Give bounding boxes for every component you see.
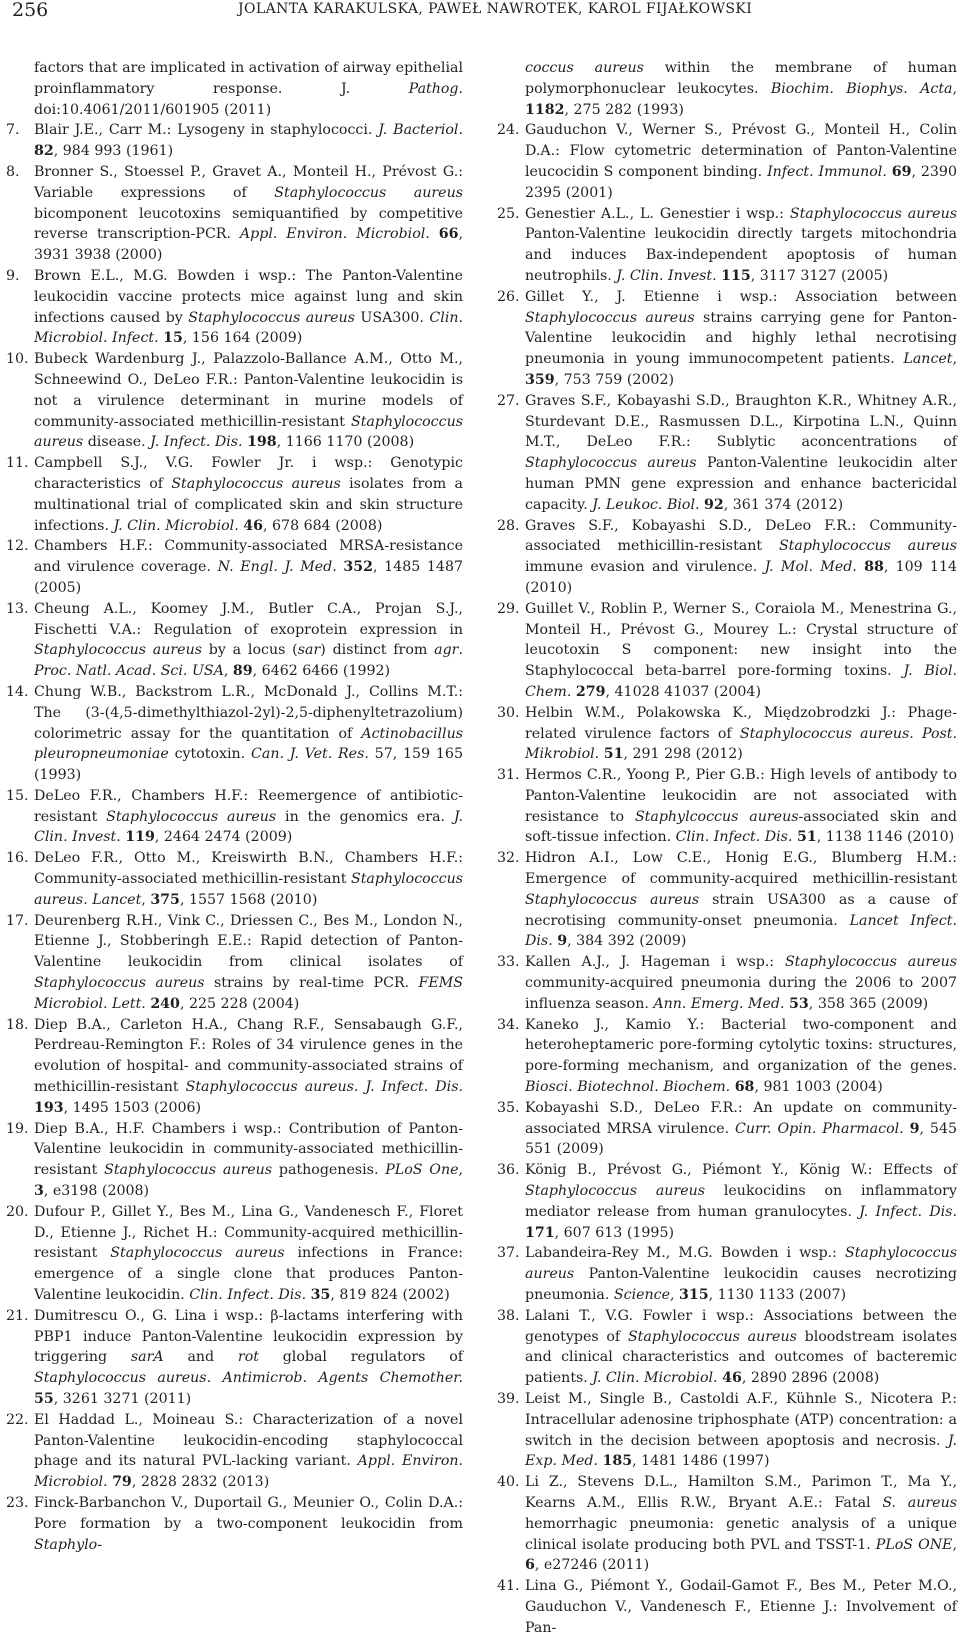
reference-text: Hidron A.I., Low C.E., Honig E.G., Blumberg H.M.: Emergence of community-acquired methicillin-resistant Staphylococcus aureus strain USA300 as a cause of necrotising community-onset pneumonia. Lancet Infect. Dis. 9, 384 392 (2009) bbox=[525, 850, 957, 950]
reference-text: DeLeo F.R., Otto M., Kreiswirth B.N., Chambers H.F.: Community-associated methicillin-resistant Staphylococcus aureus. Lancet, 375, 1557 1568 (2010) bbox=[34, 850, 463, 908]
reference-entry bbox=[497, 848, 957, 952]
reference-number: 19. bbox=[6, 1120, 29, 1137]
reference-number: 26. bbox=[497, 288, 520, 305]
reference-number: 25. bbox=[497, 205, 520, 222]
reference-text: Chambers H.F.: Community-associated MRSA-resistance and virulence coverage. N. Engl. J. Med. 352, 1485 1487 (2005) bbox=[34, 538, 464, 596]
reference-entry bbox=[497, 287, 957, 391]
reference-text: Lalani T., V.G. Fowler i wsp.: Associations between the genotypes of Staphylococcus aureus bloodstream isolates and clinical characteristics and outcomes of bacteremic patients. J. Clin. Microbiol. 46, 2890 2896 (2008) bbox=[525, 1307, 957, 1387]
reference-text: Kallen A.J., J. Hageman i wsp.: Staphylococcus aureus community-acquired pneumonia during the 2006 to 2007 influenza season. Ann. Emerg. Med. 53, 358 365 (2009) bbox=[525, 954, 957, 1012]
reference-number: 12. bbox=[6, 538, 29, 555]
reference-text: Bubeck Wardenburg J., Palazzolo-Ballance A.M., Otto M., Schneewind O., DeLeo F.R.: Panton-Valentine leukocidin is not a virulence determinant in murine models of community-associated methicillin-resistant Staphylococcus aureus disease. J. Infect. Dis. 198, 1166 1170 (2008) bbox=[34, 351, 463, 451]
reference-text: Graves S.F., Kobayashi S.D., Braughton K.R., Whitney A.R., Sturdevant D.E., Rasmussen D.L., Kirpotina L.N., Quinn M.T., DeLeo F.R.: Sublytic aconcentrations of Staphylococcus aureus Panton-Valentine leukocidin alter human PMN gene expression and enhance bactericidal capacity. J. Leukoc. Biol. 92, 361 374 (2012) bbox=[525, 392, 957, 513]
reference-entry bbox=[6, 266, 463, 349]
reference-number: 17. bbox=[6, 912, 29, 929]
reference-text: El Haddad L., Moineau S.: Characterization of a novel Panton-Valentine leukocidin-encoding staphylococcal phage and its natural PVL-lacking variant. Appl. Environ. Microbiol. 79, 2828 2832 (2013) bbox=[34, 1411, 464, 1491]
reference-text: Blair J.E., Carr M.: Lysogeny in staphylococci. J. Bacteriol. 82, 984 993 (1961) bbox=[34, 122, 463, 160]
reference-entry bbox=[497, 1015, 957, 1098]
reference-entry bbox=[6, 453, 463, 536]
reference-number: 18. bbox=[6, 1016, 29, 1033]
reference-number: 34. bbox=[497, 1016, 520, 1033]
reference-entry bbox=[497, 952, 957, 1014]
reference-number: 23. bbox=[6, 1494, 29, 1511]
reference-text: Kaneko J., Kamio Y.: Bacterial two-component and heteroheptameric pore-forming cytolytic toxins: structures, pore-forming mechanism, and organization of the genes. Biosci. Biotechnol. Biochem. 68, 981 1003 (2004) bbox=[525, 1016, 957, 1096]
reference-number: 14. bbox=[6, 683, 29, 700]
reference-number: 7. bbox=[6, 122, 20, 139]
reference-number: 16. bbox=[6, 850, 29, 867]
reference-text: Chung W.B., Backstrom L.R., McDonald J., Collins M.T.: The (3-(4,5-dimethylthiazol-2yl)-2,5-diphenyltetrazolium) colorimetric assay for the quantitation of Actinobacillus pleuropneumoniae cytotoxin. Can. J. Vet. Res. 57, 159 165 (1993) bbox=[34, 683, 463, 784]
reference-text: Brown E.L., M.G. Bowden i wsp.: The Panton-Valentine leukocidin vaccine protects mice against lung and skin infections caused by Staphylococcus aureus USA300. Clin. Microbiol. Infect. 15, 156 164 (2009) bbox=[34, 267, 463, 347]
reference-text: Finck-Barbanchon V., Duportail G., Meunier O., Colin D.A.: Pore formation by a two-component leukocidin from Staphylo- bbox=[34, 1494, 463, 1553]
reference-text: Deurenberg R.H., Vink C., Driessen C., Bes M., London N., Etienne J., Stobberingh E.E.: Rapid detection of Panton-Valentine leukocidin from clinical isolates of Staphylococcus aureus strains by real-time PCR. FEMS Microbiol. Lett. 240, 225 228 (2004) bbox=[34, 912, 463, 1012]
reference-text: Diep B.A., Carleton H.A., Chang R.F., Sensabaugh G.F., Perdreau-Remington F.: Roles of 34 virulence genes in the evolution of hospital- and community-associated strains of methicillin-resistant Staphylococcus aureus. J. Infect. Dis. 193, 1495 1503 (2006) bbox=[34, 1016, 464, 1116]
reference-entry bbox=[6, 682, 463, 786]
reference-entry bbox=[6, 349, 463, 453]
reference-entry bbox=[497, 1098, 957, 1160]
reference-text: Leist M., Single B., Castoldi A.F., Kühnle S., Nicotera P.: Intracellular adenosine triphosphate (ATP) concentration: a switch in the decision between apoptosis and necrosis. J. Exp. Med. 185, 1481 1486 (1997) bbox=[525, 1391, 957, 1470]
reference-entry bbox=[6, 1202, 463, 1306]
reference-text: Gillet Y., J. Etienne i wsp.: Association between Staphylococcus aureus strains carrying gene for Panton-Valentine leukocidin and highly lethal necrotising pneumonia in young immunocompetent patients. Lancet, 359, 753 759 (2002) bbox=[525, 288, 957, 388]
reference-number: 32. bbox=[497, 850, 520, 867]
reference-number: 22. bbox=[6, 1411, 29, 1428]
reference-text: Genestier A.L., L. Genestier i wsp.: Staphylococcus aureus Panton-Valentine leukocidin directly targets mitochondria and induces Bax-independent apoptosis of human neutrophils. J. Clin. Invest. 115, 3117 3127 (2005) bbox=[525, 205, 957, 284]
reference-number: 35. bbox=[497, 1099, 520, 1116]
reference-entry bbox=[497, 703, 957, 765]
reference-number: 37. bbox=[497, 1245, 520, 1262]
reference-text: Graves S.F., Kobayashi S.D., DeLeo F.R.: Community-associated methicillin-resistant Staphylococcus aureus immune evasion and virulence. J. Mol. Med. 88, 109 114 (2010) bbox=[525, 517, 958, 596]
reference-text: Campbell S.J., V.G. Fowler Jr. i wsp.: Genotypic characteristics of Staphylococcus aureus isolates from a multinational trial of complicated skin and skin structure infections. J. Clin. Microbiol. 46, 678 684 (2008) bbox=[34, 455, 463, 534]
reference-entry bbox=[6, 848, 463, 910]
reference-entry bbox=[497, 58, 957, 120]
reference-entry bbox=[6, 911, 463, 1015]
reference-number: 11. bbox=[6, 455, 29, 472]
reference-entry bbox=[497, 1243, 957, 1305]
page-number: 256 bbox=[12, 0, 49, 21]
reference-text: Dufour P., Gillet Y., Bes M., Lina G., Vandenesch F., Floret D., Etienne J., Richet H.: Community-acquired methicillin-resistant Staphylococcus aureus infections in France: emergence of a single clone that produces Panton-Valentine leukocidin. Clin. Infect. Dis. 35, 819 824 (2002) bbox=[34, 1203, 464, 1304]
reference-entry bbox=[6, 536, 463, 598]
reference-text: Gauduchon V., Werner S., Prévost G., Monteil H., Colin D.A.: Flow cytometric determination of Panton-Valentine leucocidin S component binding. Infect. Immunol. 69, 2390 2395 (2001) bbox=[525, 122, 957, 201]
reference-text: Lina G., Piémont Y., Godail-Gamot F., Bes M., Peter M.O., Gauduchon V., Vandenesch F., Etienne J.: Involvement of Pan- bbox=[525, 1578, 957, 1636]
reference-number: 27. bbox=[497, 392, 520, 409]
reference-text: Diep B.A., H.F. Chambers i wsp.: Contribution of Panton-Valentine leukocidin in community-associated methicillin-resistant Staphylococcus aureus pathogenesis. PLoS One, 3, e3198 (2008) bbox=[34, 1120, 463, 1200]
reference-number: 39. bbox=[497, 1391, 520, 1407]
reference-number: 36. bbox=[497, 1162, 520, 1179]
reference-entry bbox=[497, 1306, 957, 1389]
left-column bbox=[6, 58, 463, 1555]
reference-number: 28. bbox=[497, 517, 520, 534]
reference-entry bbox=[497, 1389, 957, 1472]
reference-text: Bronner S., Stoessel P., Gravet A., Monteil H., Prévost G.: Variable expressions of Staphylococcus aureus bicomponent leucotoxins semiquantified by competitive reverse transcription-PCR. Appl. Environ. Microbiol. 66, 3931 3938 (2000) bbox=[34, 163, 463, 264]
reference-number: 8. bbox=[6, 163, 20, 180]
reference-entry bbox=[6, 58, 463, 120]
reference-text: Li Z., Stevens D.L., Hamilton S.M., Parimon T., Ma Y., Kearns A.M., Ellis R.W., Bryant A.E.: Fatal S. aureus hemorrhagic pneumonia: genetic analysis of a unique clinical isolate producing both PVL and TSST-1. PLoS ONE, 6, e27246 (2011) bbox=[525, 1474, 957, 1574]
reference-number: 31. bbox=[497, 767, 520, 784]
running-title: JOLANTA KARAKULSKA, PAWEŁ NAWROTEK, KAROL FIJAŁKOWSKI bbox=[238, 1, 753, 17]
reference-entry bbox=[6, 1306, 463, 1410]
reference-entry bbox=[6, 599, 463, 682]
reference-text: Dumitrescu O., G. Lina i wsp.: β-lactams interfering with PBP1 induce Panton-Valentine leukocidin expression by triggering sarA and rot global regulators of Staphylococcus aureus. Antimicrob. Agents Chemother. 55, 3261 3271 (2011) bbox=[34, 1307, 464, 1407]
reference-number: 41. bbox=[497, 1578, 520, 1595]
reference-number: 29. bbox=[497, 600, 520, 617]
reference-entry bbox=[6, 120, 463, 162]
reference-text: Helbin W.M., Polakowska K., Międzobrodzki J.: Phage-related virulence factors of Staphylococcus aureus. Post. Mikrobiol. 51, 291 298 (2012) bbox=[525, 704, 957, 763]
reference-entry bbox=[497, 391, 957, 516]
right-column bbox=[497, 58, 957, 1639]
reference-entry bbox=[6, 1119, 463, 1202]
reference-entry bbox=[497, 120, 957, 203]
reference-entry bbox=[497, 1160, 957, 1243]
reference-text: Hermos C.R., Yoong P., Pier G.B.: High levels of antibody to Panton-Valentine leukocidin are not associated with resistance to Staphylcoccus aureus-associated skin and soft-tissue infection. Clin. Infect. Dis. 51, 1138 1146 (2010) bbox=[525, 767, 957, 846]
reference-text: König B., Prévost G., Piémont Y., König W.: Effects of Staphylococcus aureus leukocidins on inflammatory mediator release from human granulocytes. J. Infect. Dis. 171, 607 613 (1995) bbox=[525, 1162, 957, 1241]
reference-number: 40. bbox=[497, 1474, 520, 1491]
reference-number: 20. bbox=[6, 1203, 29, 1220]
reference-text: Cheung A.L., Koomey J.M., Butler C.A., Projan S.J., Fischetti V.A.: Regulation of exoprotein expression in Staphylococcus aureus by a locus (sar) distinct from agr. Proc. Natl. Acad. Sci. USA, 89, 6462 6466 (1992) bbox=[34, 600, 463, 680]
reference-text: Kobayashi S.D., DeLeo F.R.: An update on community-associated MRSA virulence. Curr. Opin. Pharmacol. 9, 545 551 (2009) bbox=[525, 1099, 958, 1158]
reference-number: 13. bbox=[6, 600, 29, 617]
reference-entry bbox=[497, 204, 957, 287]
reference-entry bbox=[497, 765, 957, 848]
reference-number: 21. bbox=[6, 1307, 29, 1324]
page-header bbox=[6, 0, 954, 26]
reference-number: 33. bbox=[497, 954, 520, 971]
reference-entry bbox=[497, 516, 957, 599]
reference-text: Labandeira-Rey M., M.G. Bowden i wsp.: Staphylococcus aureus Panton-Valentine leukocidin causes necrotizing pneumonia. Science, 315, 1130 1133 (2007) bbox=[525, 1245, 957, 1304]
reference-entry bbox=[6, 1015, 463, 1119]
reference-entry bbox=[6, 1410, 463, 1493]
reference-number: 30. bbox=[497, 704, 520, 721]
reference-entry bbox=[497, 1472, 957, 1576]
reference-number: 24. bbox=[497, 122, 520, 139]
reference-entry bbox=[6, 162, 463, 266]
reference-entry bbox=[497, 599, 957, 703]
reference-number: 10. bbox=[6, 351, 29, 368]
reference-text: coccus aureus within the membrane of human polymorphonuclear leukocytes. Biochim. Biophys. Acta, 1182, 275 282 (1993) bbox=[525, 60, 957, 118]
reference-text: DeLeo F.R., Chambers H.F.: Reemergence of antibiotic-resistant Staphylococcus aureus in the genomics era. J. Clin. Invest. 119, 2464 2474 (2009) bbox=[34, 787, 463, 846]
reference-entry bbox=[497, 1576, 957, 1638]
reference-number: 38. bbox=[497, 1307, 520, 1324]
reference-number: 9. bbox=[6, 267, 20, 284]
reference-number: 15. bbox=[6, 787, 29, 804]
reference-entry bbox=[6, 786, 463, 848]
reference-text: Guillet V., Roblin P., Werner S., Coraiola M., Menestrina G., Monteil H., Prévost G., Mourey L.: Crystal structure of leucotoxin S component: new insight into the Staphylococcal beta-barrel pore-forming toxins. J. Biol. Chem. 279, 41028 41037 (2004) bbox=[525, 600, 957, 700]
reference-entry bbox=[6, 1493, 463, 1555]
reference-text: factors that are implicated in activation of airway epithelial proinflammatory response. J. Pathog. doi:10.4061/2011/601905 (2011) bbox=[34, 60, 463, 118]
